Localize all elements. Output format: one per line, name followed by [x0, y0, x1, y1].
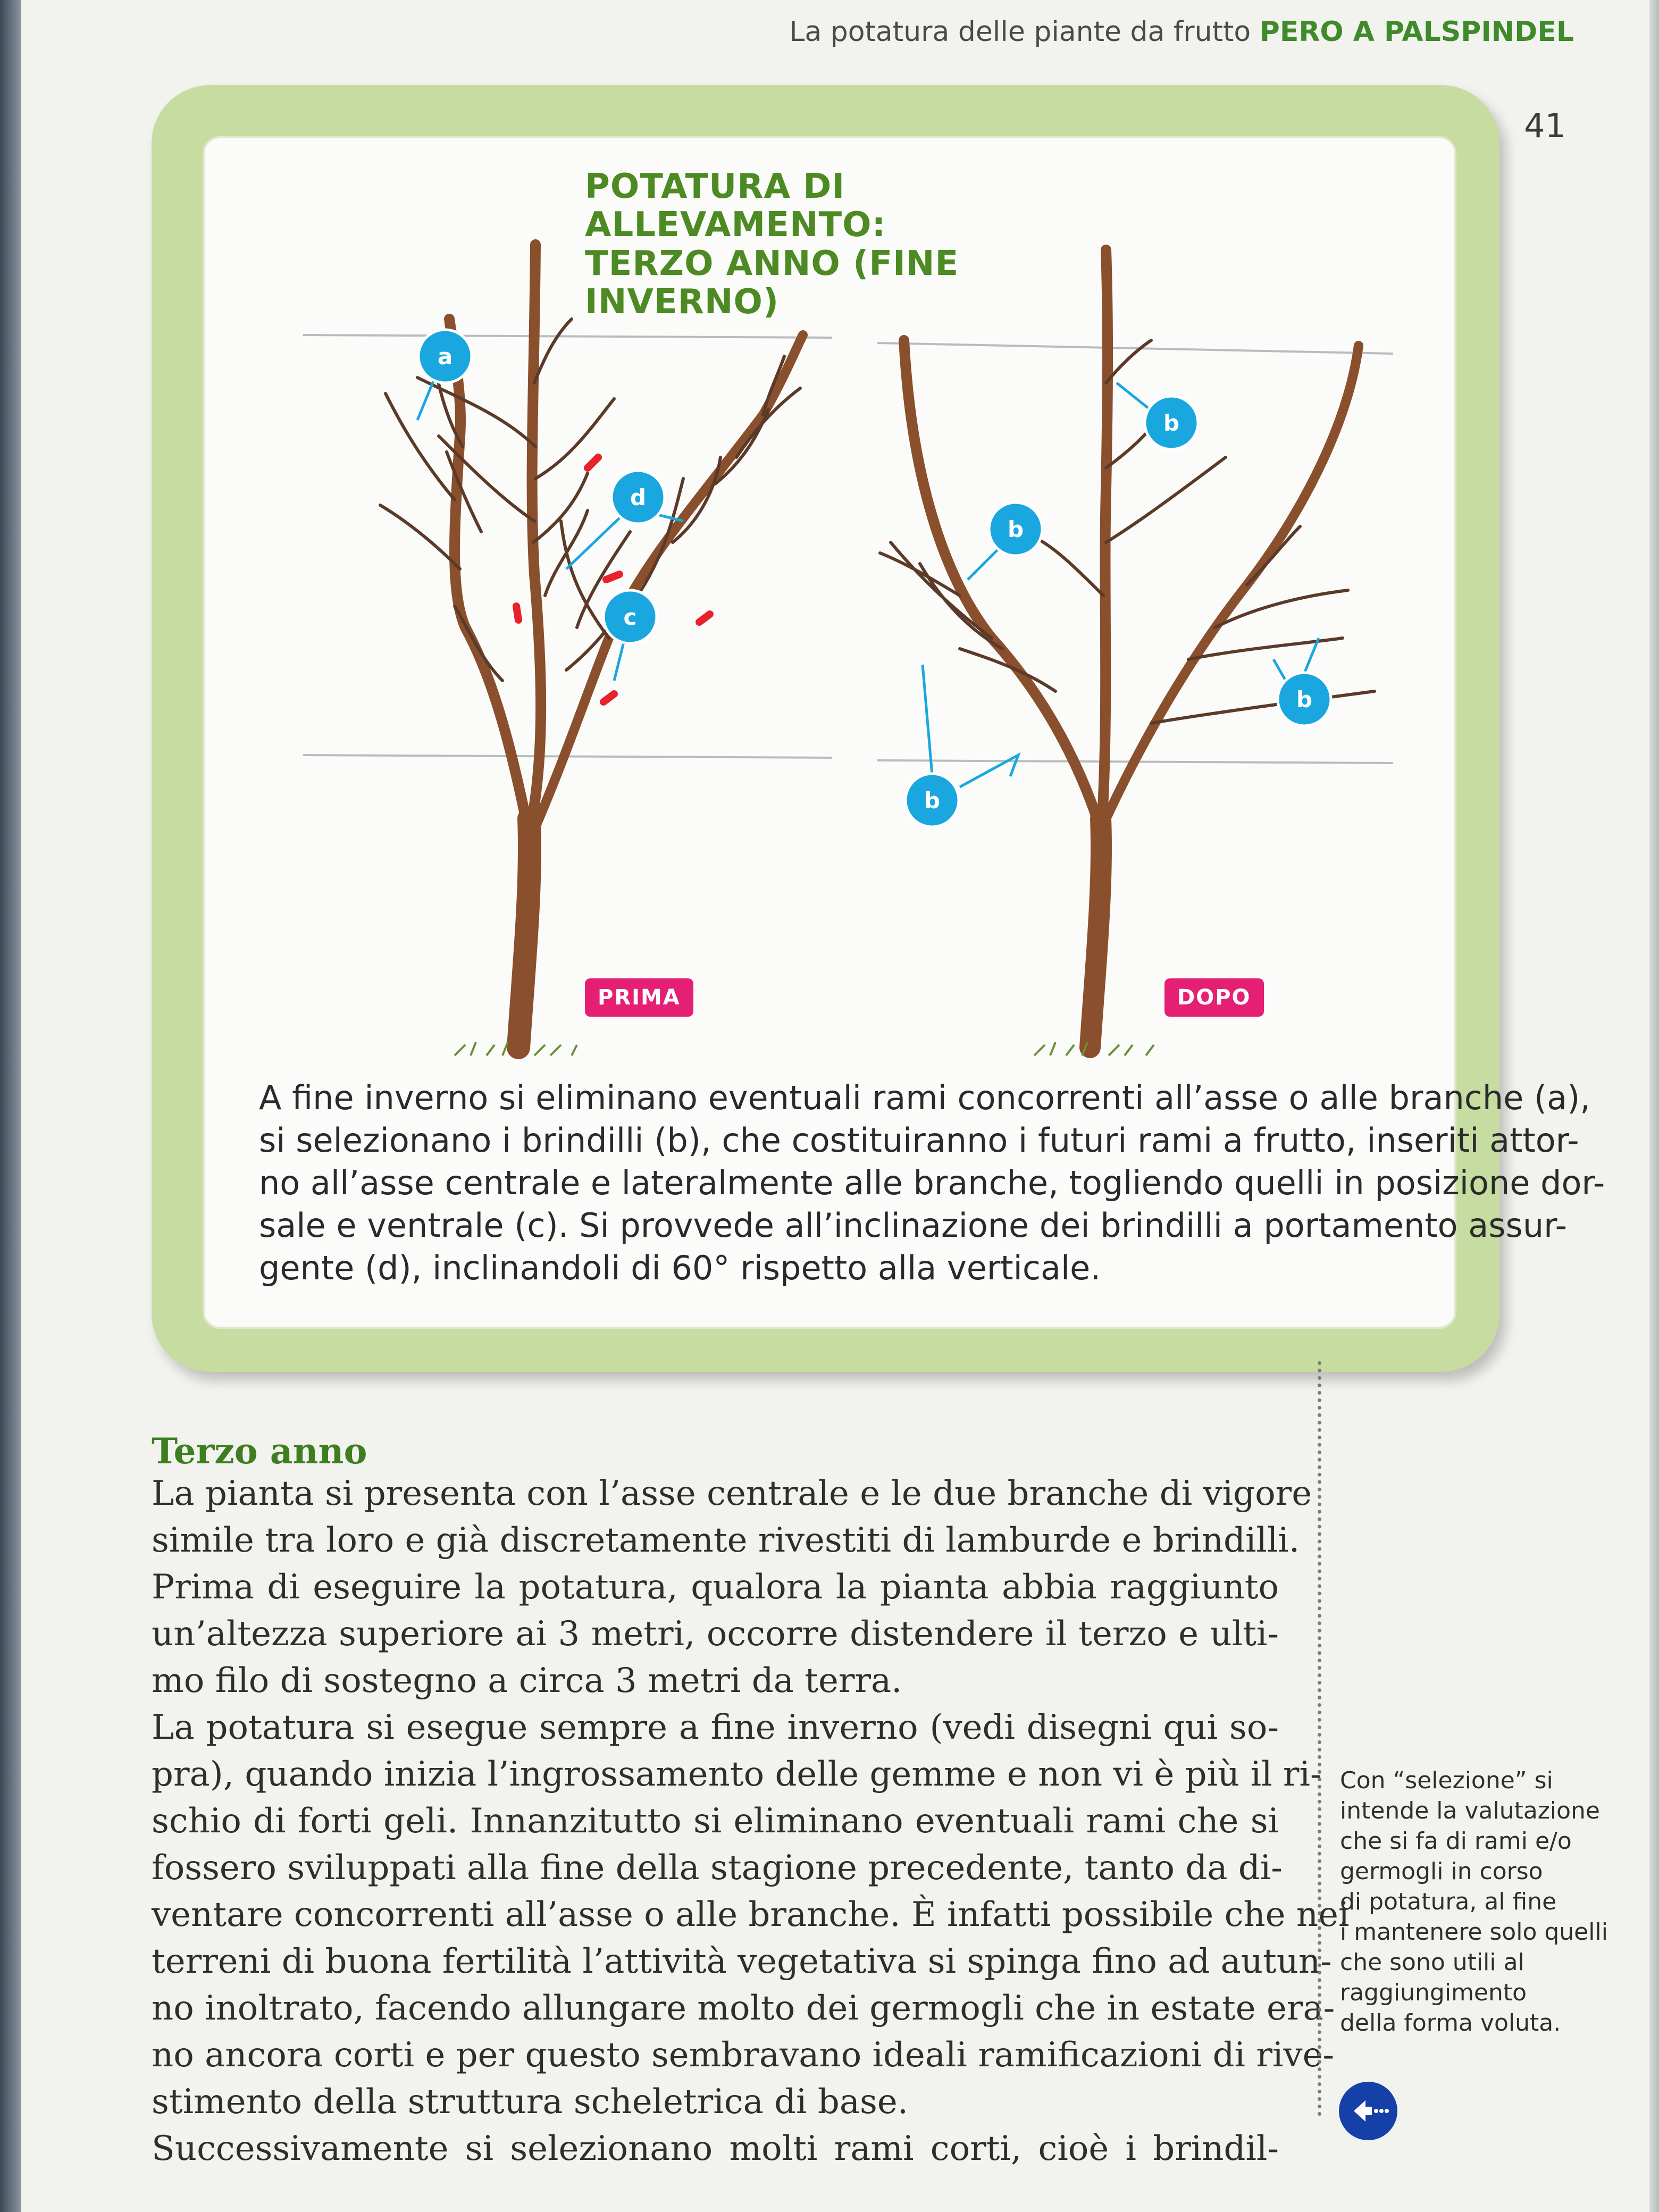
- callout-b-top: [1145, 396, 1198, 449]
- support-wires: [303, 335, 1393, 763]
- body-line: La potatura si esegue sempre a fine inverno (vedi disegni qui so-: [152, 1708, 1279, 1747]
- callout-c-label: c: [623, 604, 637, 630]
- figure-title-line: TERZO ANNO (FINE INVERNO): [585, 244, 959, 322]
- tag-before: PRIMA: [585, 978, 693, 1017]
- callout-b-left: [989, 502, 1042, 556]
- body-text: [152, 1470, 1350, 2172]
- caption-line: A fine inverno si eliminano eventuali rami concorrenti all’asse o alle branche (a),: [259, 1078, 1591, 1117]
- arrow-left-icon-glyph: [1339, 2082, 1397, 2140]
- body-line: Successivamente si selezionano molti rami corti, cioè i brindil-: [152, 2129, 1279, 2168]
- callout-b-right: [1278, 673, 1331, 726]
- body-line: simile tra loro e già discretamente rivestiti di lamburde e brindilli.: [152, 1521, 1300, 1560]
- running-head: [789, 16, 1574, 48]
- callout-d: [611, 471, 665, 524]
- body-line: pra), quando inizia l’ingrossamento delle gemme e non vi è più il ri-: [152, 1755, 1322, 1794]
- body-line: stimento della struttura scheletrica di base.: [152, 2082, 909, 2122]
- figure-caption: [259, 1077, 1605, 1289]
- sidenote-line: i mantenere solo quelli: [1340, 1918, 1608, 1946]
- page-edge: [1649, 0, 1659, 2212]
- body-line: no ancora corti e per questo sembravano ideali ramificazioni di rive-: [152, 2035, 1335, 2075]
- callout-a-label: a: [437, 343, 453, 370]
- body-line: Prima di eseguire la potatura, qualora la pianta abbia raggiunto: [152, 1568, 1279, 1607]
- figure-title-line: POTATURA DI ALLEVAMENTO:: [585, 167, 886, 245]
- caption-line: no all’asse centrale e lateralmente alle branche, togliendo quelli in posizione dor-: [259, 1163, 1605, 1202]
- body-line: La pianta si presenta con l’asse centrale e le due branche di vigore: [152, 1474, 1312, 1513]
- pruning-diagram: [205, 223, 1454, 1063]
- tag-after: DOPO: [1164, 978, 1264, 1017]
- margin-divider: [1318, 1361, 1321, 2116]
- body-line: un’altezza superiore ai 3 metri, occorre distendere il terzo e ulti-: [152, 1614, 1279, 1654]
- callout-a: [418, 330, 472, 383]
- body-line: schio di forti geli. Innanzitutto si eliminano eventuali rami che si: [152, 1802, 1279, 1841]
- callout-b-label: b: [924, 787, 941, 814]
- body-line: fossero sviluppati alla fine della stagione precedente, tanto da di-: [152, 1848, 1283, 1888]
- tree-after: [880, 250, 1375, 1048]
- body-line: ventare concorrenti all’asse o alle branche. È infatti possibile che nei: [152, 1895, 1350, 1934]
- callout-b-label: b: [1296, 686, 1313, 713]
- running-head-prefix: La potatura delle piante da frutto: [789, 16, 1251, 48]
- callout-d-label: d: [630, 484, 647, 510]
- callout-b-label: b: [1163, 410, 1180, 436]
- callout-b-bottom: [906, 774, 959, 827]
- sidenote-line: che sono utili al: [1340, 1949, 1524, 1976]
- sidenote: [1340, 1765, 1608, 2038]
- body-line: mo filo di sostegno a circa 3 metri da terra.: [152, 1661, 902, 1700]
- sidenote-line: germogli in corso: [1340, 1858, 1543, 1885]
- running-head-accent: PERO A PALSPINDEL: [1259, 16, 1574, 48]
- sidenote-line: che si fa di rami e/o: [1340, 1828, 1572, 1855]
- sidenote-line: Con “selezione” si: [1340, 1767, 1553, 1794]
- body-line: terreni di buona fertilità l’attività vegetativa si spinga fino ad autun-: [152, 1942, 1332, 1981]
- body-line: no inoltrato, facendo allungare molto dei germogli che in estate era-: [152, 1989, 1335, 2028]
- sidenote-line: intende la valutazione: [1340, 1797, 1601, 1824]
- page-number: 41: [1524, 106, 1566, 145]
- caption-line: gente (d), inclinandoli di 60° rispetto alla verticale.: [259, 1249, 1101, 1287]
- sidenote-line: della forma voluta.: [1340, 2009, 1561, 2037]
- sidenote-line: di potatura, al fine: [1340, 1888, 1557, 1915]
- callout-b-label: b: [1007, 516, 1024, 542]
- caption-line: sale e ventrale (c). Si provvede all’inclinazione dei brindilli a portamento assur-: [259, 1206, 1568, 1245]
- callout-c: [604, 590, 657, 643]
- arrow-left-icon: [1339, 2082, 1397, 2140]
- book-spine-shadow: [0, 0, 21, 2212]
- section-heading: Terzo anno: [152, 1430, 367, 1472]
- sidenote-line: raggiungimento: [1340, 1979, 1527, 2006]
- caption-line: si selezionano i brindilli (b), che costituiranno i futuri rami a frutto, inseriti attor-: [259, 1121, 1579, 1160]
